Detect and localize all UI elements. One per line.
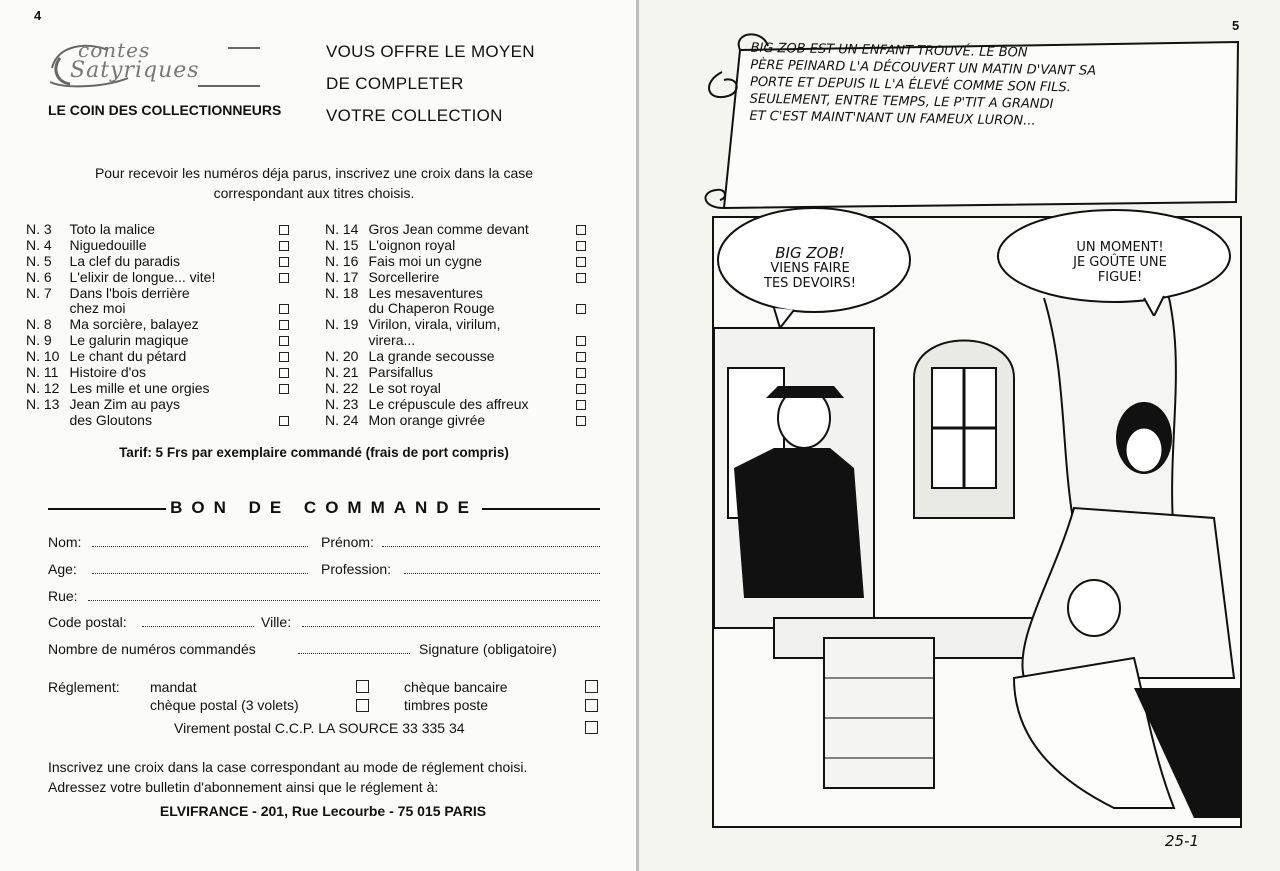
mandat-label: mandat (150, 679, 197, 695)
logo-line2: Satyriques (70, 58, 200, 83)
checkbox[interactable] (576, 368, 586, 378)
instruction-line-1: Inscrivez une croix dans la case correspondant au mode de réglement choisi. (48, 759, 528, 775)
left-page (0, 0, 637, 871)
bubble-left-line-2: VIENS FAIRE (770, 261, 850, 276)
price-notice: Tarif: 5 Frs par exemplaire commandé (frais de port compris) (119, 445, 509, 460)
nombre-field[interactable] (298, 653, 410, 654)
collectors-corner-title: LE COIN DES COLLECTIONNEURS (48, 102, 282, 118)
ville-field[interactable] (302, 626, 600, 627)
checkbox[interactable] (279, 336, 289, 346)
profession-field[interactable] (404, 573, 600, 574)
timbres-checkbox[interactable] (585, 699, 598, 712)
logo-line1: contes (78, 38, 151, 62)
caption-line-4: SEULEMENT, ENTRE TEMPS, LE P'TIT A GRANDI (749, 91, 1054, 113)
titles-list-left: N. 3 Toto la malice N. 4 Niguedouille N. 5 La clef du paradis N. 6 L'elixir de longue... vite! N. 7 Dans l'bois derrière chez moi N. 8 Ma sorcière, balayez N. 9 Le galurin magique N. 10 Le chant du pétard N. 11 Histoire d'os N. 12 Les mille et une orgies N. 13 Jean Zim au pays des Gloutons (26, 222, 289, 429)
offer-line-1: VOUS OFFRE LE MOYEN (326, 42, 535, 61)
speech-bubble-left (730, 246, 890, 291)
checkbox[interactable] (279, 416, 289, 426)
checkbox[interactable] (279, 320, 289, 330)
checkbox[interactable] (279, 257, 289, 267)
prenom-label: Prénom: (321, 534, 374, 550)
caption-line-1: BIG ZOB EST UN ENFANT TROUVÉ. LE BON (750, 40, 1028, 61)
checkbox[interactable] (576, 225, 586, 235)
checkbox[interactable] (279, 273, 289, 283)
divider (482, 508, 600, 510)
art-code: 25-1 (1165, 832, 1200, 850)
profession-label: Profession: (321, 561, 392, 577)
offer-heading (326, 36, 535, 132)
virement-label: Virement postal C.C.P. LA SOURCE 33 335 34 (174, 720, 465, 736)
publisher-logo (48, 38, 262, 92)
intro-line-2: correspondant aux titres choisis. (213, 185, 415, 201)
code-postal-field[interactable] (142, 626, 254, 627)
nombre-label: Nombre de numéros commandés (48, 641, 256, 657)
age-field[interactable] (92, 573, 308, 574)
cheque-bancaire-checkbox[interactable] (585, 680, 598, 693)
page-number: 5 (1232, 18, 1240, 33)
offer-line-3: VOTRE COLLECTION (326, 106, 503, 125)
checkbox[interactable] (279, 241, 289, 251)
checkbox[interactable] (279, 352, 289, 362)
reglement-label: Réglement: (48, 679, 120, 695)
bubble-right-line-2: JE GOÛTE UNE (1073, 255, 1167, 270)
checkbox[interactable] (576, 384, 586, 394)
checkbox[interactable] (576, 273, 586, 283)
nom-label: Nom: (48, 534, 82, 550)
cheque-postal-checkbox[interactable] (356, 699, 369, 712)
checkbox[interactable] (576, 336, 586, 346)
bubble-right-line-3: FIGUE! (1097, 270, 1143, 285)
order-form-title: BON DE COMMANDE (170, 498, 478, 517)
instruction-line-2: Adressez votre bulletin d'abonnement ainsi que le réglement à: (48, 779, 439, 795)
caption-line-3: PORTE ET DEPUIS IL L'A ÉLEVÉ COMME SON FILS. (749, 74, 1071, 96)
speech-bubble-right (1030, 240, 1210, 285)
checkbox[interactable] (279, 384, 289, 394)
ville-label: Ville: (261, 614, 292, 630)
rue-label: Rue: (48, 588, 78, 604)
signature-label: Signature (obligatoire) (419, 641, 557, 657)
checkbox[interactable] (576, 416, 586, 426)
divider (48, 508, 166, 510)
bubble-left-line-1: BIG ZOB! (775, 244, 845, 262)
bubble-right-line-1: UN MOMENT! (1076, 240, 1164, 255)
cheque-postal-label: chèque postal (3 volets) (150, 697, 299, 713)
checkbox[interactable] (576, 304, 586, 314)
titles-list-right: N. 14 Gros Jean comme devant N. 15 L'oignon royal N. 16 Fais moi un cygne N. 17 Sorcellerire N. 18 Les mesaventures du Chaperon Rouge N. 19 Virilon, virala, virilum, virera... N. 20 La grande secousse N. 21 Parsifallus N. 22 Le sot royal N. 23 Le crépuscule des affreux N. 24 Mon orange givrée (325, 222, 586, 429)
publisher-address: ELVIFRANCE - 201, Rue Lecourbe - 75 015 PARIS (159, 803, 487, 819)
mandat-checkbox[interactable] (356, 680, 369, 693)
narration-caption (749, 40, 1240, 134)
checkbox[interactable] (279, 304, 289, 314)
timbres-label: timbres poste (404, 697, 489, 713)
rue-field[interactable] (88, 600, 600, 601)
age-label: Age: (48, 561, 77, 577)
prenom-field[interactable] (382, 546, 600, 547)
intro-text (40, 163, 588, 203)
intro-line-1: Pour recevoir les numéros déja parus, inscrivez une croix dans la case (94, 165, 534, 181)
checkbox[interactable] (576, 257, 586, 267)
checkbox[interactable] (576, 400, 586, 410)
checkbox[interactable] (576, 241, 586, 251)
checkbox[interactable] (279, 225, 289, 235)
nom-field[interactable] (92, 546, 308, 547)
code-postal-label: Code postal: (48, 614, 127, 630)
instructions (48, 757, 527, 797)
checkbox[interactable] (279, 368, 289, 378)
cheque-bancaire-label: chèque bancaire (404, 679, 508, 695)
virement-checkbox[interactable] (585, 721, 598, 734)
caption-line-2: PÈRE PEINARD L'A DÉCOUVERT UN MATIN D'VANT SA (750, 57, 1097, 79)
checkbox[interactable] (576, 352, 586, 362)
offer-line-2: DE COMPLETER (326, 74, 464, 93)
bubble-left-line-3: TES DEVOIRS! (764, 276, 856, 291)
page-number: 4 (34, 8, 42, 23)
caption-line-5: ET C'EST MAINT'NANT UN FAMEUX LURON... (749, 108, 1036, 129)
